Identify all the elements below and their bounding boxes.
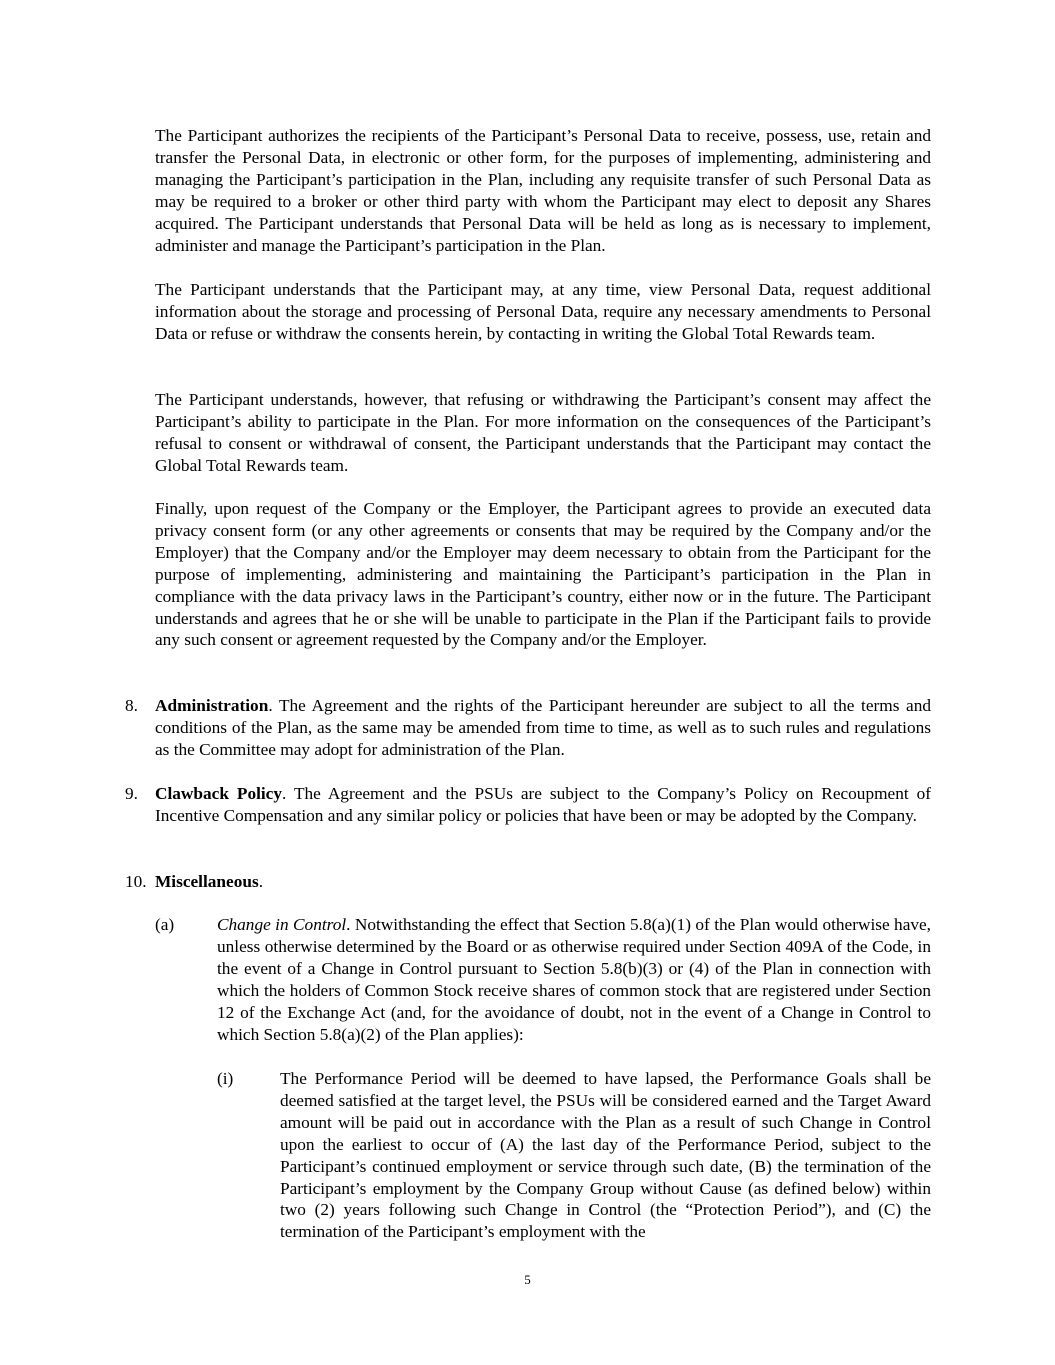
section-8-body: . The Agreement and the rights of the Participant hereunder are subject to all the terms and conditions of the Plan, as the same may be amended from time to time, as well as to such rules and regulations as the Committee may adopt for administration of the Plan. — [155, 696, 931, 759]
subsection-a-change-in-control — [217, 914, 931, 1045]
subsection-a-heading: Change in Control — [217, 915, 347, 934]
section-9-clawback-policy — [155, 783, 931, 827]
section-10-miscellaneous — [155, 871, 931, 893]
section-9-heading: Clawback Policy — [155, 784, 282, 803]
page-number: 5 — [524, 1272, 531, 1287]
section-10-heading: Miscellaneous — [155, 872, 259, 891]
section-8-heading: Administration — [155, 696, 269, 715]
paragraph-refusal-consequences: The Participant understands, however, that refusing or withdrawing the Participant’s consent may affect the Participant’s ability to participate in the Plan. For more information on the consequences of the Participant’s refusal to consent or withdrawal of consent, the Participant understands that the Participant may contact the Global Total Rewards team. — [155, 390, 931, 475]
section-9-number: 9. — [125, 784, 138, 803]
item-i-label: (i) — [217, 1069, 234, 1088]
subsection-a-label: (a) — [155, 915, 175, 934]
subsection-a-body: . Notwithstanding the effect that Section 5.8(a)(1) of the Plan would otherwise have, unless otherwise determined by the Board or as otherwise required under Section 409A of the Code, in the event of a Change in Control pursuant to Section 5.8(b)(3) or (4) of the Plan in connection with which the holders of Common Stock receive shares of common stock that are registered under Section 12 of the Exchange Act (and, for the avoidance of doubt, not in the event of a Change in Control to which Section 5.8(a)(2) of the Plan applies): — [217, 915, 932, 1044]
section-10-body: . — [258, 872, 264, 891]
section-10-number: 10. — [125, 872, 147, 891]
paragraph-data-transfer-authorization: The Participant authorizes the recipients of the Participant’s Personal Data to receive, possess, use, retain and transfer the Personal Data, in electronic or other form, for the purposes of implementing, administering and managing the Participant’s participation in the Plan, including any requisite transfer of such Personal Data as may be required to a broker or other third party with whom the Participant may elect to deposit any Shares acquired. The Participant understands that Personal Data will be held as long as is necessary to implement, administer and manage the Participant’s participation in the Plan. — [155, 126, 931, 255]
section-8-administration — [155, 695, 931, 761]
section-9-body: . The Agreement and the PSUs are subject to the Company’s Policy on Recoupment of Incentive Compensation and any similar policy or policies that have been or may be adopted by the Company. — [155, 784, 931, 825]
section-8-number: 8. — [125, 696, 138, 715]
paragraph-consent-form-request: Finally, upon request of the Company or the Employer, the Participant agrees to provide an executed data privacy consent form (or any other agreements or consents that may be required by the Company and/or the Employer) that the Company and/or the Employer may deem necessary to obtain from the Participant for the purpose of implementing, administering and maintaining the Participant’s participation in the Plan in compliance with the data privacy laws in the Participant’s country, either now or in the future. The Participant understands and agrees that he or she will be unable to participate in the Plan if the Participant fails to provide any such consent or agreement requested by the Company and/or the Employer. — [155, 499, 931, 650]
item-i-performance-period: The Performance Period will be deemed to have lapsed, the Performance Goals shall be deemed satisfied at the target level, the PSUs will be considered earned and the Target Award amount will be paid out in accordance with the Plan as a result of such Change in Control upon the earliest to occur of (A) the last day of the Performance Period, subject to the Participant’s continued employment or service through such date, (B) the termination of the Participant’s employment by the Company Group without Cause (as defined below) within two (2) years following such Change in Control (the “Protection Period”), and (C) the termination of the Participant’s employment with the — [280, 1069, 931, 1242]
paragraph-view-personal-data: The Participant understands that the Participant may, at any time, view Personal Data, request additional information about the storage and processing of Personal Data, require any necessary amendments to Personal Data or refuse or withdraw the consents herein, by contacting in writing the Global Total Rewards team. — [155, 280, 931, 343]
